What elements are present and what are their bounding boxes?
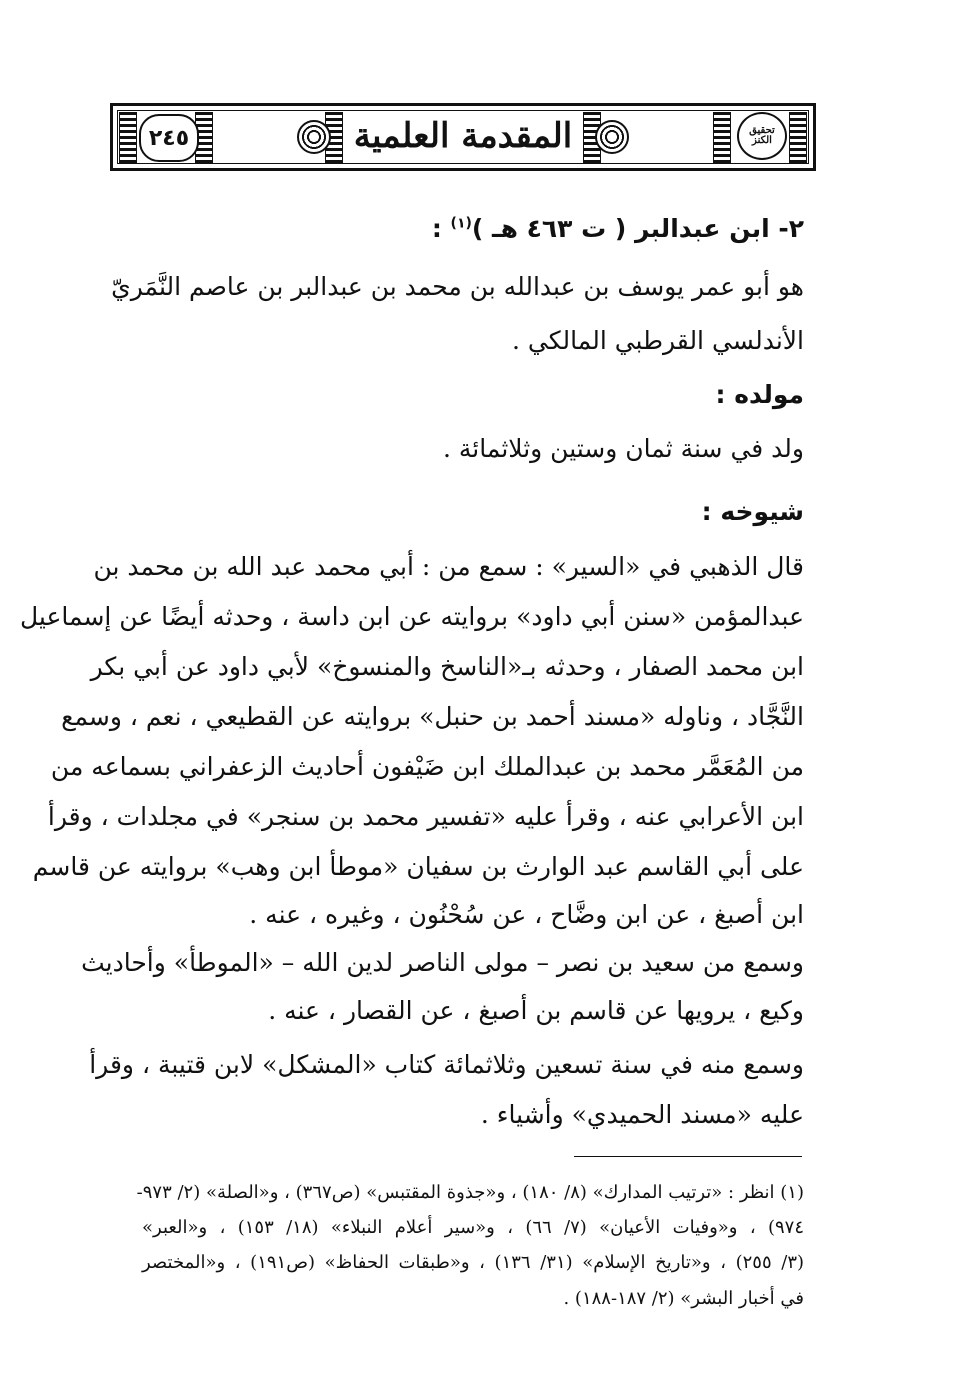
footnote-marker: (١) [450,215,472,232]
teachers-p2-line: وكيع ، يرويها عن قاسم بن أصبغ ، عن القصار ، عنه . [268,996,804,1025]
section-heading [144,214,804,243]
bio-line-1: هو أبو عمر يوسف بن عبدالله بن محمد بن عبدالبر بن عاصم النَّمَريّ [111,272,804,301]
publisher-seal-icon [737,112,787,160]
teachers-p2-line: وسمع من سعيد بن نصر – مولى الناصر لدين الله – «الموطأ» وأحاديث [81,948,804,977]
teachers-p1-line: ابن محمد الصفار ، وحدثه بـ«الناسخ والمنسوخ» لأبي داود عن أبي بكر [90,652,804,681]
section-heading-colon: : [431,214,442,243]
footnote-line: ٩٧٤) ، و«وفيات الأعيان» (٧/ ٦٦) ، و«سير أعلام النبلاء» (١٨/ ١٥٣) ، و«العبر» [142,1217,805,1238]
footnote-line: في أخبار البشر» (٢/ ١٨٧-١٨٨) . [563,1288,804,1309]
birth-text: ولد في سنة ثمان وستين وثلاثمائة . [443,434,804,463]
teachers-p1-line: على أبي القاسم عبد الوارث بن سفيان «موطأ ابن وهب» بروايته عن قاسم [32,852,804,881]
ornament-knot-icon [595,120,629,154]
page-title: المقدمة العلمية [353,116,573,156]
section-heading-text: ٢- ابن عبدالبر ( ت ٤٦٣ هـ ) [471,214,804,243]
teachers-p1-line: من المُعَمَّر محمد بن عبدالملك ابن ضَيْفون أحاديث الزعفراني بسماعه من [50,752,804,781]
teachers-p3-line: وسمع منه في سنة تسعين وثلاثمائة كتاب «المشكل» لابن قتيبة ، وقرأ [89,1050,804,1079]
ornament-band-icon [119,112,137,164]
teachers-p1-line: قال الذهبي في «السير» : سمع من : أبي محمد عبد الله بن محمد بن [93,552,804,581]
bio-line-2: الأندلسي القرطبي المالكي . [511,326,804,355]
footnote-divider [574,1156,802,1157]
birth-heading: مولده : [715,380,804,409]
teachers-p1-line: النَّجَّاد ، وناوله «مسند أحمد بن حنبل» بروايته عن القطيعي ، نعم ، وسمع [61,702,804,731]
ornament-band-icon [789,112,807,164]
teachers-p1-line: ابن الأعرابي عنه ، وقرأ عليه «تفسير محمد بن سنجر» في مجلدات ، وقرأ [47,802,804,831]
seal-text: تحقيق الكنز [749,125,775,146]
footnote-line: (١) انظر : «ترتيب المدارك» (٨/ ١٨٠) ، و«جذوة المقتبس» (ص٣٦٧) ، و«الصلة» (٢/ ٩٧٣- [136,1182,804,1203]
footnote-line: (٣/ ٢٥٥) ، و«تاريخ الإسلام» (٣١/ ١٣٦) ، و«طبقات الحفاظ» (ص١٩١) ، و«المختصر [142,1252,805,1273]
teachers-p3-line: عليه «مسند الحميدي» وأشياء . [480,1100,804,1129]
teachers-heading: شيوخه : [701,497,804,526]
teachers-p1-line: ابن أصبغ ، عن ابن وضَّاح ، عن سُحْنُون ، وغيره ، عنه . [249,900,804,929]
ornament-band-icon [713,112,731,164]
page-number: ٢٤٥ [148,125,190,151]
page-header-banner [110,103,816,171]
page-number-frame [139,114,199,162]
ornament-knot-icon [297,120,331,154]
teachers-p1-line: عبدالمؤمن «سنن أبي داود» بروايته عن ابن داسة ، وحدثه أيضًا عن إسماعيل [19,602,804,631]
